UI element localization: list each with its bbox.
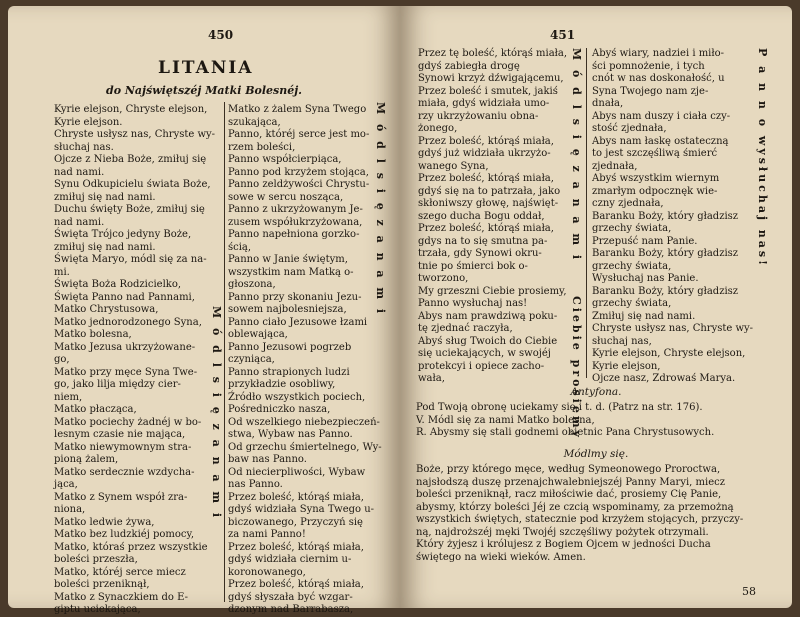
litany-line: Wysłuchaj nas Panie. [592, 273, 699, 284]
litany-line: tworzono, [418, 273, 469, 284]
antyfona-line: V. Módl się za nami Matko bolesna, [416, 414, 595, 426]
antyfona-line: R. Abysmy się stali godnemi obietnic Pana Chrystusowych. [416, 427, 715, 438]
litany-line: protekcyi i opiece zacho- [418, 360, 545, 372]
litany-line: Baranku Boży, który gładzisz [592, 210, 739, 222]
litany-line: Baranku Boży, który gładzisz [592, 248, 739, 259]
litany-line: biczowanego, Przyczyń się [228, 516, 363, 528]
litany-line: ścią, [228, 241, 252, 253]
litany-line: niem, [54, 391, 83, 403]
litany-line: Matko serdecznie wzdycha- [54, 466, 195, 478]
litany-line: koronowanego, [228, 566, 306, 578]
side-refrain-a: M ó d l s i ę z a n a m i [570, 48, 583, 263]
litany-line: My grzeszni Ciebie prosiemy, [418, 285, 567, 297]
litany-line: czny zjednała, [592, 198, 664, 209]
litany-line: Matko pociechy żadnéj w bo- [54, 416, 202, 428]
litany-line: gdyś już widziała ukrzyżo- [418, 148, 551, 159]
litany-line: żonego, [418, 123, 458, 134]
litany-line: Święta Panno nad Pannami, [54, 291, 195, 303]
litany-line: Panno napełniona gorzko- [228, 229, 360, 240]
litany-line: gdyś widziała Syna Twego u- [228, 504, 375, 515]
litany-line: Matko Jezusa ukrzyżowane- [54, 341, 196, 353]
litany-line: skłoniwszy głowę, najświęt- [418, 198, 559, 209]
litany-line: Święta Maryo, módl się za na- [54, 254, 207, 265]
litany-line: wanego Syna, [418, 160, 489, 172]
litany-line: Ojcze nasz, Zdrowaś Marya. [592, 373, 736, 384]
column-divider-right [586, 48, 587, 378]
litany-line: nad nami. [54, 216, 105, 228]
prayer-line: świętego na wieki wieków. Amen. [416, 551, 586, 563]
side-refrain-b: P a n n o wysłuchaj nas! [756, 48, 769, 268]
column-divider [224, 102, 225, 602]
prayer-line: wszystkich świętych, statecznie pod krzyżem stojących, przyczy- [416, 514, 744, 525]
litany-line: Matko niewymownym stra- [54, 441, 192, 453]
litany-line: jąca, [54, 479, 78, 490]
side-refrain-left: M ó d l s i ę z a n a m i [210, 306, 223, 521]
litany-line: mi. [54, 266, 70, 278]
antyfona-heading: Antyfona. [570, 386, 622, 398]
litany-line: przykładzie osobliwy, [228, 379, 336, 390]
prayer-text [416, 464, 776, 564]
litany-line: Przez boleść, którąś miała, [418, 135, 554, 147]
litany-line: czyniąca, [228, 354, 275, 365]
litany-line: rzy ukrzyżowaniu obna- [418, 110, 539, 122]
litany-line: gdys na to się smutna pa- [418, 235, 548, 247]
litany-line: Zmiłuj się nad nami. [592, 310, 696, 322]
page-number-right: 451 [550, 28, 576, 42]
litany-line: Abyś sług Twoich do Ciebie [418, 335, 558, 347]
litany-line: Panno wysłuchaj nas! [418, 298, 528, 309]
left-page [8, 6, 400, 615]
litany-line: się uciekających, w swojéj [418, 348, 551, 359]
litany-line: Kyrie elejson, Chryste elejson, [592, 348, 746, 359]
litany-line: oblewająca, [228, 329, 288, 340]
litany-line: Synu Odkupicielu świata Boże, [54, 179, 211, 190]
antyfona-text [416, 402, 776, 440]
litany-line: Przez boleść, którąś miała, [228, 491, 364, 503]
litany-line: boleści przeniknął, [54, 579, 150, 590]
litany-line: grzechy świata, [592, 298, 672, 309]
litany-line: gdyś widziała ciernim u- [228, 554, 352, 565]
litany-line: Duchu święty Boże, zmiłuj się [54, 204, 205, 215]
litany-line: Matko Chrystusowa, [54, 304, 159, 315]
litany-line: Panno współcierpiąca, [228, 154, 342, 165]
litany-line: gdyś zabiegła drogę [418, 60, 520, 72]
litany-line: zusem współukrzyżowana, [228, 216, 363, 228]
litany-line: Przez boleść, którąś miała, [418, 223, 554, 234]
litany-line: dzonym nad Barrabasza, [228, 604, 354, 615]
litany-line: grzechy świata, [592, 223, 672, 234]
litany-line: Matko bolesna, [54, 329, 132, 340]
right-column-2 [592, 48, 754, 386]
litany-line: Przez boleść i smutek, jakiś [418, 85, 558, 97]
right-page [400, 6, 792, 608]
litany-line: lesnym czasie nie mająca, [54, 429, 186, 440]
litany-line: Matko, któréj serce miecz [54, 566, 186, 578]
prayer-line: Boże, przy którego męce, według Symeonowego Proroctwa, [416, 464, 721, 475]
modlmy-heading: Módlmy się. [563, 448, 629, 460]
litany-line: miała, gdyś widziała umo- [418, 98, 550, 109]
litany-line: Przez boleść, którąś miała, [228, 579, 364, 590]
litany-line: słuchaj nas. [54, 141, 114, 153]
litany-line: Od niecierpliwości, Wybaw [228, 466, 366, 478]
litany-line: Synowi krzyż dźwigającemu, [418, 73, 564, 84]
litany-line: wszystkim nam Matką o- [228, 266, 354, 278]
litany-line: Chryste usłysz nas, Chryste wy- [592, 323, 754, 334]
open-book [8, 6, 792, 615]
litany-line: tę zjednać raczyła, [418, 323, 513, 334]
litany-line: go, jako lilja między cier- [54, 379, 181, 390]
litany-line: stwa, Wybaw nas Panno. [228, 429, 353, 440]
litany-line: Od wszelkiego niebezpieczeń- [228, 416, 380, 428]
antyfona-line: Pod Twoją obronę uciekamy się i t. d. (Patrz na str. 176). [416, 402, 703, 413]
prayer-line: boleści przeniknął, racz miłościwie dać, prosiemy Cię Panie, [416, 489, 722, 500]
litany-line: Źródło wszystkich pociech, [228, 391, 366, 403]
litany-line: Matko, któraś przez wszystkie [54, 541, 208, 553]
litany-line: Przez boleść, którąś miała, [228, 541, 364, 553]
litany-line: szukająca, [228, 116, 281, 128]
litany-line: trzała, gdy Synowi okru- [418, 248, 542, 259]
litany-line: nad nami. [54, 166, 105, 178]
litany-line: Panno, któréj serce jest mo- [228, 129, 370, 140]
litany-line: baw nas Panno. [228, 454, 307, 465]
prayer-line: ną, najdroższéj męki Twojéj szczęśliwy pożytek otrzymali. [416, 526, 709, 538]
litany-line: Syna Twojego nam zje- [592, 85, 709, 97]
litany-line: grzechy świata, [592, 260, 672, 272]
litany-line: zmarłym odpocznęk wie- [592, 185, 718, 197]
litany-line: Matko ledwie żywa, [54, 516, 155, 528]
litany-line: Panno ciało Jezusowe łzami [228, 316, 368, 328]
litany-line: Przepuść nam Panie. [592, 235, 698, 247]
litany-line: to jest szczęśliwą śmierć [592, 148, 718, 159]
litany-line: zmiłuj się nad nami. [54, 191, 156, 203]
litany-line: Matko przy męce Syna Twe- [54, 366, 198, 378]
litany-line: Przez boleść, którąś miała, [418, 173, 554, 184]
litany-line: Panno pod krzyżem stojąca, [228, 166, 369, 178]
litany-line: Panno z ukrzyżowanym Je- [228, 204, 363, 215]
litany-line: boleści przeszła, [54, 554, 138, 565]
litany-line: Kyrie elejson, Chryste elejson, [54, 104, 208, 115]
litany-line: zjednała, [592, 160, 638, 172]
litany-line: ści pomnożenie, i tych [592, 60, 705, 72]
litany-line: stość zjednała, [592, 123, 667, 134]
litany-line: słuchaj nas, [592, 335, 652, 347]
left-column-1 [54, 104, 222, 617]
litany-line: Matko z Synaczkiem do E- [54, 591, 188, 603]
footer-number: 58 [742, 585, 756, 598]
litany-line: Kyrie elejson, [592, 360, 661, 372]
litany-line: niona, [54, 504, 86, 515]
litany-line: sowe w sercu nosząca, [228, 191, 344, 203]
litany-line: giptu uciekająca, [54, 604, 141, 615]
prayer-line: Który żyjesz i królujesz z Bogiem Ojcem w jedności Ducha [416, 539, 711, 550]
litany-line: głoszona, [228, 279, 276, 290]
litany-line: Panno przy skonaniu Jezu- [228, 291, 362, 303]
litany-line: Od grzechu śmiertelnego, Wy- [228, 441, 382, 453]
litany-line: gdyś się na to patrzała, jako [418, 185, 561, 197]
side-refrain-c: Ciebie prosiemy [570, 296, 583, 440]
litany-line: gdyś słyszała być wzgar- [228, 591, 353, 603]
litany-line: pioną żalem, [54, 454, 119, 465]
litany-line: Matko płacząca, [54, 404, 137, 415]
litany-line: Matko bez ludzkiéj pomocy, [54, 529, 195, 540]
litany-line: cnót w nas doskonałość, u [592, 73, 725, 84]
litany-line: za nami Panno! [228, 529, 306, 540]
prayer-line: najsłodszą duszę przenajchwalebniejszéj Panny Maryi, miecz [416, 476, 725, 488]
litany-line: rzem boleści, [228, 141, 296, 153]
litany-line: Abyś wszystkim wiernym [592, 173, 720, 184]
side-refrain-right: M ó d l s i ę z a n a m i [374, 102, 387, 317]
litany-line: dnała, [592, 98, 624, 109]
litany-line: tnie po śmierci bok o- [418, 260, 528, 272]
litany-line: Abyś wiary, nadziei i miło- [592, 48, 725, 59]
litany-line: szego ducha Bogu oddał, [418, 210, 545, 222]
litany-line: Święta Trójco jedyny Boże, [54, 229, 192, 240]
right-column-1 [418, 48, 568, 386]
litany-line: Panno Jezusowi pogrzeb [228, 341, 352, 353]
litany-line: go, [54, 354, 70, 365]
litany-line: wała, [418, 373, 445, 384]
litany-line: Panno zeldżywości Chrystu- [228, 179, 370, 190]
prayer-line: abysmy, którzy boleści Jéj ze czcią wspominamy, za przemożną [416, 501, 734, 513]
litany-line: Matko z żalem Syna Twego [228, 104, 367, 115]
litany-line: Abys nam prawdziwą poku- [418, 310, 558, 322]
page-number-left: 450 [208, 28, 234, 42]
litany-line: Przez tę boleść, którąś miała, [418, 48, 568, 59]
litany-line: Abys nam łaskę ostateczną [592, 135, 729, 147]
litany-line: Chryste usłysz nas, Chryste wy- [54, 129, 216, 140]
litany-line: Panno w Janie świętym, [228, 254, 348, 265]
litany-line: Święta Boża Rodzicielko, [54, 279, 182, 290]
litany-subtitle: do Najświętszéj Matki Bolesnéj. [106, 84, 303, 97]
litany-line: Matko z Synem współ zra- [54, 491, 188, 503]
litany-line: Kyrie elejson. [54, 116, 123, 128]
litany-line: zmiłuj się nad nami. [54, 241, 156, 253]
litany-line: Abys nam duszy i ciała czy- [592, 110, 731, 122]
litany-line: Ojcze z Nieba Boże, zmiłuj się [54, 154, 207, 165]
litany-line: nas Panno. [228, 479, 283, 490]
litany-line: Matko jednorodzonego Syna, [54, 316, 202, 328]
litany-line: sowem najbolesniejsza, [228, 304, 347, 315]
litany-line: Pośredniczko nasza, [228, 404, 331, 415]
litany-line: Panno strapionych ludzi [228, 366, 350, 378]
litany-line: Baranku Boży, który gładzisz [592, 285, 739, 297]
litany-title: LITANIA [158, 58, 254, 78]
